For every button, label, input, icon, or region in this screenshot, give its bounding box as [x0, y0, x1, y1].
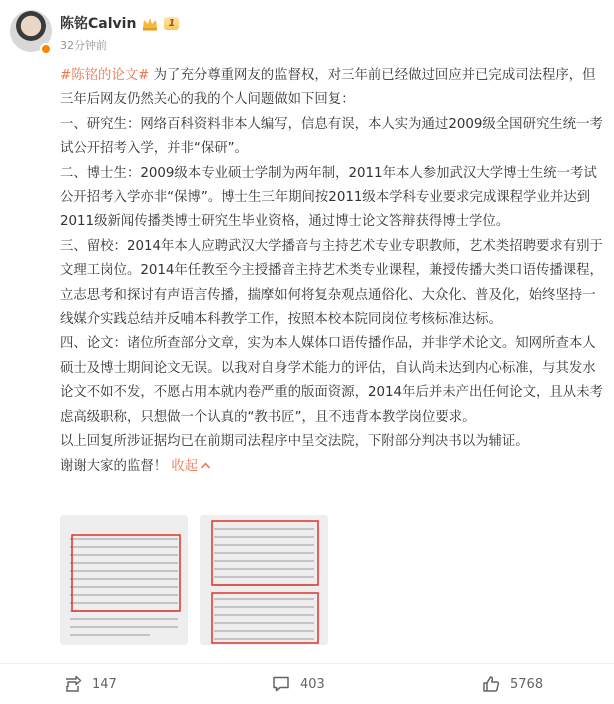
paragraph-4: 四、论文：诸位所查部分文章，实为本人媒体口语传播作品，并非学术论文。知网所查本人硕士及博士期间论文无误。以我对自身学术能力的评估，自认尚未达到内心标准，与其发水论文不如不发，不愿占用本就内卷严重的版面资源，2014年后并未产出任何论文，且从未考虑高级职称，只想做一个认真的“教书匠”，且不违背本教学岗位要求。	[60, 336, 603, 425]
repost-count: 147	[92, 676, 117, 692]
repost-button[interactable]	[64, 670, 117, 698]
paragraph-1: 一、研究生：网络百科资料非本人编写，信息有误，本人实为通过2009级全国研究生统一考试公开招考入学，并非“保研”。	[60, 116, 603, 157]
judgment-image-1[interactable]	[60, 515, 188, 645]
paragraph-3: 三、留校：2014年本人应聘武汉大学播音与主持艺术专业专职教师，艺术类招聘要求有别于文理工岗位。2014年任教至今主授播音主持艺术类专业课程，兼授传播大类口语传播课程，立志思考和探讨有声语言传播，揣摩如何将复杂观点通俗化、大众化、普及化，始终坚持一线媒介实践总结并反哺本科教学工作，按照本校本院同岗位考核标准达标。	[60, 238, 603, 328]
level-badge: 1	[164, 17, 179, 30]
verified-badge-icon	[40, 43, 52, 55]
thanks-line	[60, 455, 604, 479]
paragraph-2: 二、博士生：2009级本专业硕士学制为两年制，2011年本人参加武汉大学博士生统一考试公开招考入学亦非“保博”。博士生三年期间按2011级本学科专业要求完成课程学业并达到2011级新闻传播类博士研究生毕业资格，通过博士论文答辩获得博士学位。	[60, 165, 597, 230]
footer-divider	[0, 663, 614, 664]
comment-button[interactable]	[272, 670, 325, 698]
post-time[interactable]: 32分钟前	[60, 39, 107, 52]
image-gallery	[60, 515, 328, 645]
paragraph-5: 以上回复所涉证据均已在前期司法程序中呈交法院，下附部分判决书以为辅证。	[60, 434, 529, 450]
collapse-label: 收起	[171, 458, 199, 474]
intro-text: 为了充分尊重网友的监督权，对三年前已经做过回应并已完成司法程序，但三年后网友仍然关心的我的个人问题做如下回复：	[60, 68, 596, 108]
judgment-image-2[interactable]	[200, 515, 328, 645]
chevron-up-icon	[200, 461, 211, 470]
crown-icon	[142, 16, 158, 30]
post-intro	[60, 64, 604, 113]
collapse-button[interactable]	[171, 459, 211, 474]
comment-icon	[272, 675, 290, 693]
repost-icon	[64, 675, 82, 693]
thumbs-up-icon	[482, 675, 500, 693]
comment-count: 403	[300, 676, 325, 692]
like-count: 5768	[510, 676, 544, 692]
post-content	[60, 64, 604, 479]
username[interactable]: 陈铭Calvin	[60, 16, 137, 32]
hashtag-link[interactable]: #陈铭的论文#	[60, 68, 150, 83]
like-button[interactable]	[482, 670, 543, 698]
user-header	[60, 12, 179, 34]
thanks-text: 谢谢大家的监督！	[60, 458, 168, 474]
